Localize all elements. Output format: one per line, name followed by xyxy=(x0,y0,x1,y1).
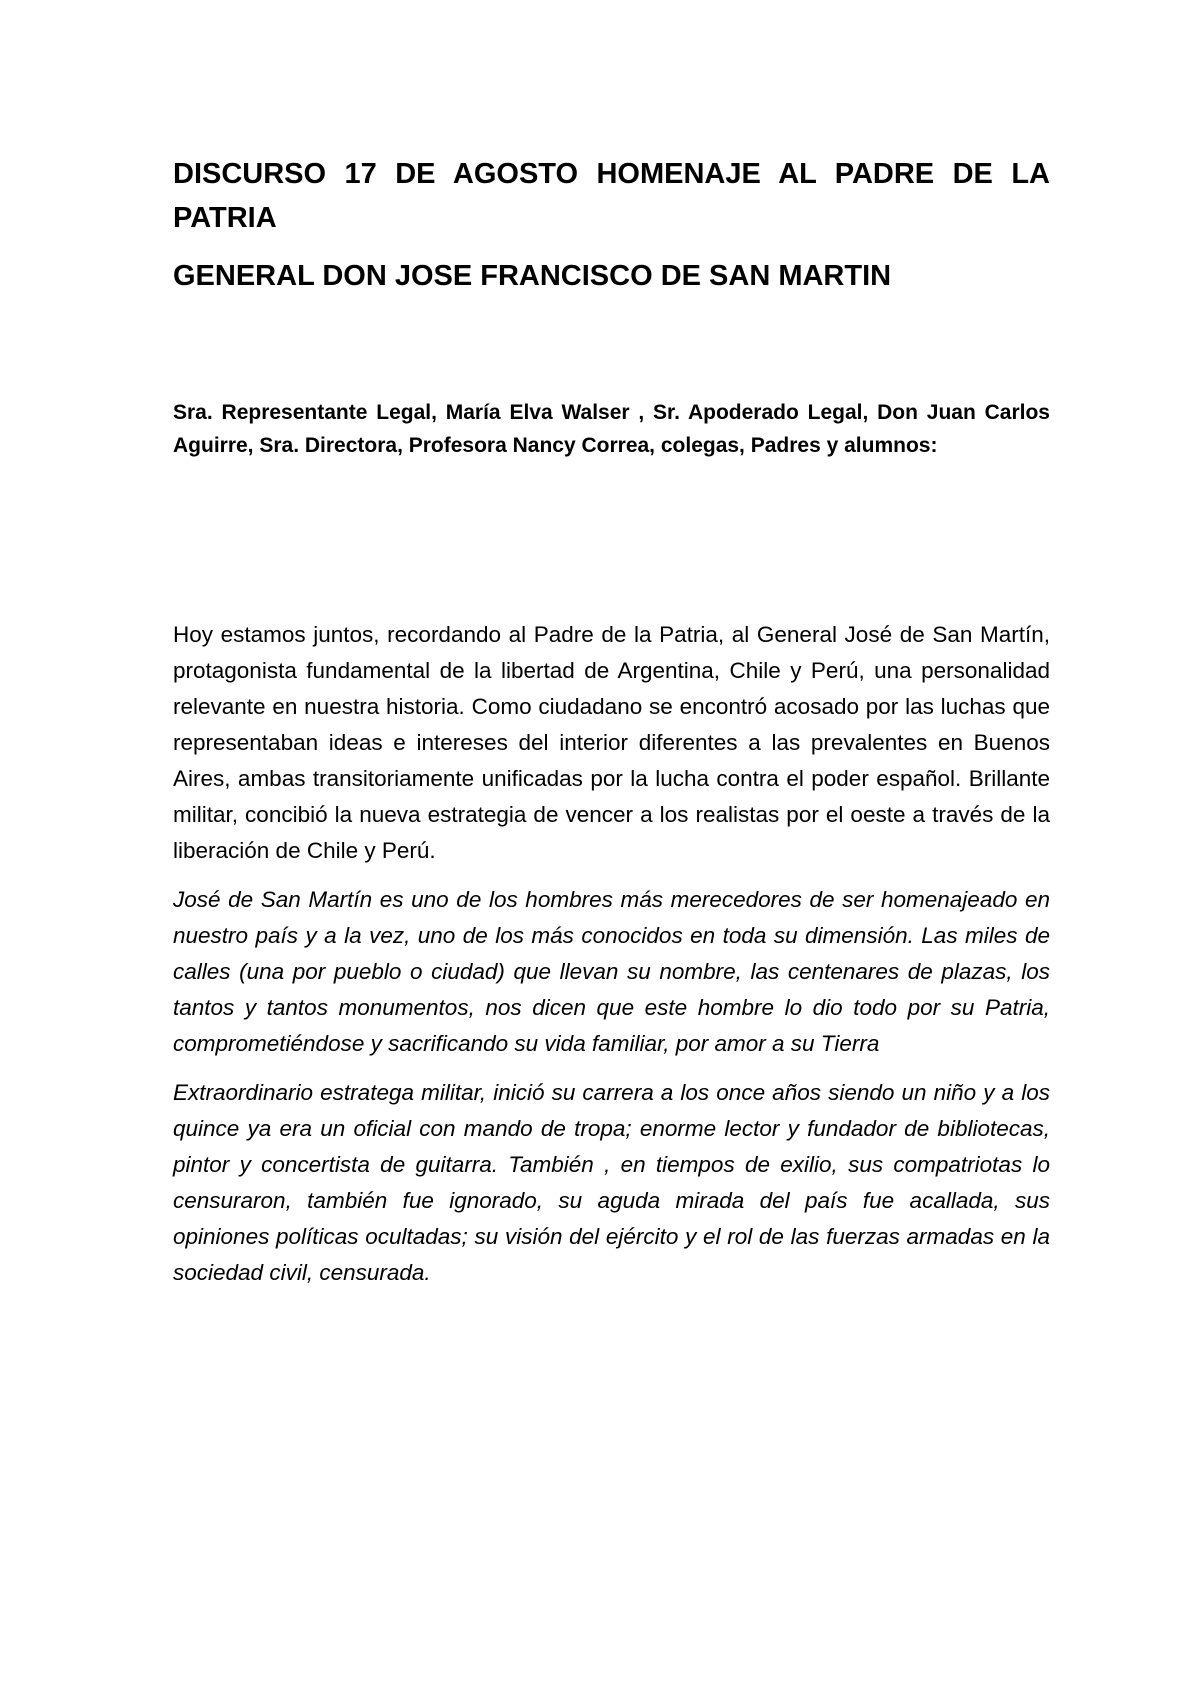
salutation: Sra. Representante Legal, María Elva Walser , Sr. Apoderado Legal, Don Juan Carlos Aguirre, Sra. Directora, Profesora Nancy Correa, colegas, Padres y alumnos: xyxy=(173,401,1050,457)
paragraph-intro: Hoy estamos juntos, recordando al Padre de la Patria, al General José de San Martín, protagonista fundamental de la libertad de Argentina, Chile y Perú, una personalidad relevante en nuestra historia. Como ciudadano se encontró acosado por las luchas que representaban ideas e intereses del interior diferentes a las prevalentes en Buenos Aires, ambas transitoriamente unificadas por la lucha contra el poder español. Brillante militar, concibió la nueva estrategia de vencer a los realistas por el oeste a través de la liberación de Chile y Perú. xyxy=(173,622,1050,863)
paragraph-biography: Extraordinario estratega militar, inició su carrera a los once años siendo un niño y a los quince ya era un oficial con mando de tropa; enorme lector y fundador de bibliotecas, pintor y concertista de guitarra. También , en tiempos de exilio, sus compatriotas lo censuraron, también fue ignorado, su aguda mirada del país fue acallada, sus opiniones políticas ocultadas; su visión del ejército y el rol de las fuerzas armadas en la sociedad civil, censurada. xyxy=(173,1080,1050,1285)
document-title: DISCURSO 17 DE AGOSTO HOMENAJE AL PADRE DE LA PATRIA xyxy=(173,158,1050,234)
document-subtitle: GENERAL DON JOSE FRANCISCO DE SAN MARTIN xyxy=(173,260,892,292)
paragraph-homage: José de San Martín es uno de los hombres más merecedores de ser homenajeado en nuestro país y a la vez, uno de los más conocidos en toda su dimensión. Las miles de calles (una por pueblo o ciudad) que llevan su nombre, las centenares de plazas, los tantos y tantos monumentos, nos dicen que este hombre lo dio todo por su Patria, comprometiéndose y sacrificando su vida familiar, por amor a su Tierra xyxy=(173,887,1050,1056)
